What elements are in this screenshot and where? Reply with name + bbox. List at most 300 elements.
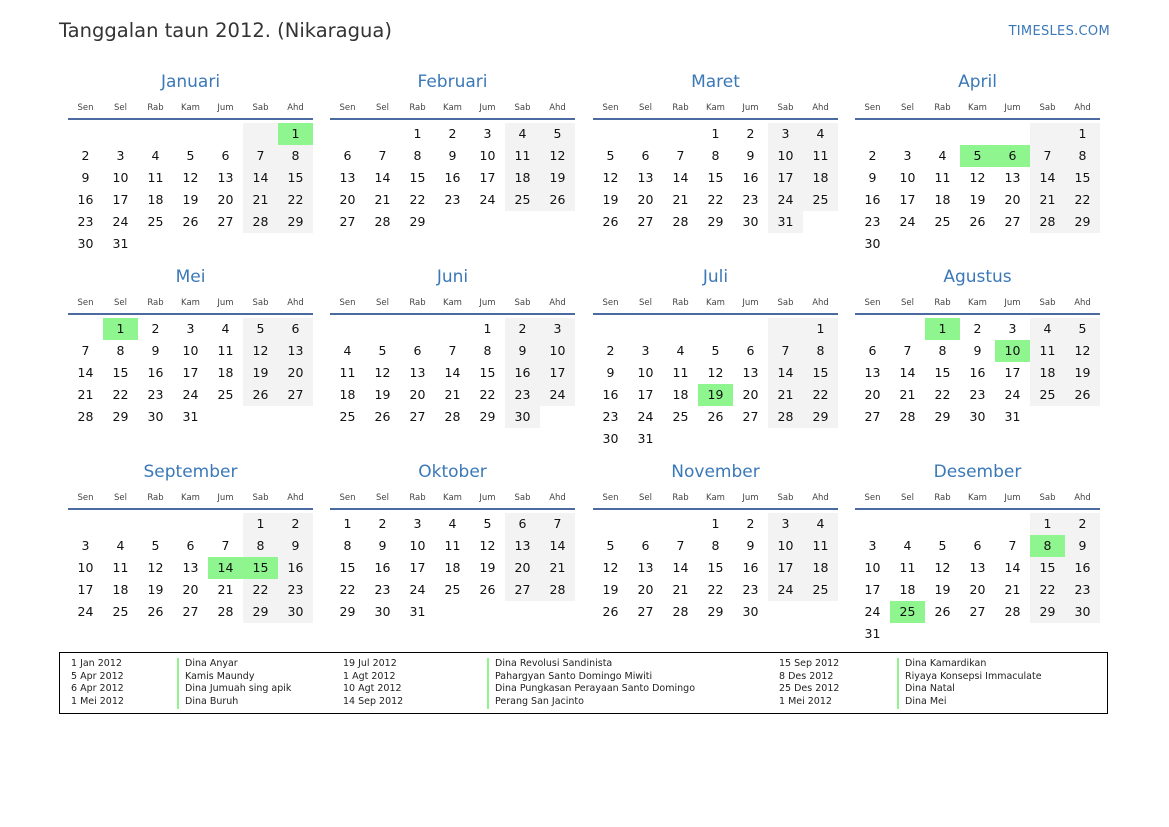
holiday-name: Dina Jumuah sing apik (177, 683, 291, 696)
day-cell: 17 (409, 560, 426, 575)
day-cell: 9 (278, 535, 313, 557)
day-cell: 14 (899, 365, 916, 380)
day-cell: 9 (868, 170, 877, 185)
weekday-label: Ahd (812, 103, 829, 113)
day-cell: 1 (711, 126, 720, 141)
day-cell: 21 (374, 192, 391, 207)
weekday-label: Kam (443, 103, 462, 113)
weekday-label: Jum (479, 298, 496, 308)
weekday-label: Rab (409, 298, 426, 308)
day-cell: 22 (243, 579, 278, 601)
weekday-header (330, 98, 575, 118)
day-cell: 26 (479, 582, 496, 597)
weekday-header (593, 98, 838, 118)
day-cell: 21 (77, 387, 94, 402)
day-cell: 17 (637, 387, 654, 402)
day-cell: 8 (711, 538, 720, 553)
weekday-label: Rab (147, 298, 164, 308)
day-cell: 26 (374, 409, 391, 424)
day-cell: 10 (637, 365, 654, 380)
month-name: Agustus (943, 267, 1012, 287)
weekday-label: Jum (1004, 298, 1021, 308)
day-empty (330, 123, 365, 145)
day-cell: 17 (479, 170, 496, 185)
holiday-name: Pahargyan Santo Domingo Miwiti (487, 671, 652, 684)
day-cell: 1 (343, 516, 352, 531)
day-cell: 4 (116, 538, 125, 553)
day-grid (68, 318, 313, 428)
day-cell: 17 (112, 192, 129, 207)
weekday-label: Sel (114, 298, 127, 308)
holiday-name: Dina Revolusi Sandinista (487, 658, 612, 671)
day-cell: 9 (81, 170, 90, 185)
day-cell: 21 (243, 189, 278, 211)
day-cell: 11 (899, 560, 916, 575)
day-cell: 2 (378, 516, 387, 531)
weekday-label: Sel (901, 103, 914, 113)
day-cell: 31 (112, 236, 129, 251)
day-cell: 13 (182, 560, 199, 575)
weekday-label: Sel (639, 493, 652, 503)
holiday-date: 1 Mei 2012 (779, 696, 832, 708)
holiday-date: 1 Agt 2012 (343, 670, 396, 682)
day-cell: 7 (676, 538, 685, 553)
day-cell: 30 (505, 406, 540, 428)
day-cell: 22 (409, 192, 426, 207)
day-cell: 26 (707, 409, 724, 424)
site-link[interactable]: TIMESLES.COM (1008, 24, 1110, 39)
day-cell: 21 (768, 384, 803, 406)
day-cell: 17 (182, 365, 199, 380)
day-cell: 6 (413, 343, 422, 358)
header-rule (593, 508, 838, 510)
day-cell: 3 (641, 343, 650, 358)
day-empty (208, 123, 243, 145)
day-cell: 20 (637, 192, 654, 207)
day-cell: 27 (637, 604, 654, 619)
day-cell: 26 (1065, 384, 1100, 406)
day-cell: 4 (343, 343, 352, 358)
day-cell: 5 (151, 538, 160, 553)
day-cell: 25 (803, 579, 838, 601)
day-cell: 7 (676, 148, 685, 163)
day-cell: 28 (1030, 211, 1065, 233)
day-cell: 25 (505, 189, 540, 211)
day-empty (663, 513, 698, 535)
day-cell: 18 (112, 582, 129, 597)
day-cell: 5 (186, 148, 195, 163)
day-cell: 5 (606, 538, 615, 553)
day-empty (733, 318, 768, 340)
day-cell: 14 (77, 365, 94, 380)
weekday-label: Ahd (1074, 493, 1091, 503)
holiday-date: 8 Des 2012 (779, 670, 834, 682)
month-maret (593, 72, 838, 233)
day-cell: 19 (479, 560, 496, 575)
day-cell: 20 (409, 387, 426, 402)
holiday-name: Dina Buruh (177, 696, 238, 709)
day-cell: 16 (742, 170, 759, 185)
day-cell: 7 (1008, 538, 1017, 553)
day-empty (925, 513, 960, 535)
day-cell: 29 (339, 604, 356, 619)
day-cell: 17 (768, 557, 803, 579)
day-cell: 29 (278, 211, 313, 233)
day-cell: 5 (540, 123, 575, 145)
day-empty (855, 123, 890, 145)
day-cell: 7 (243, 145, 278, 167)
day-empty (628, 318, 663, 340)
day-cell: 20 (637, 582, 654, 597)
day-cell: 3 (903, 148, 912, 163)
day-cell: 29 (1030, 601, 1065, 623)
day-cell: 16 (1065, 557, 1100, 579)
weekday-label: Rab (409, 103, 426, 113)
month-name: Desember (933, 462, 1022, 482)
month-name: September (143, 462, 238, 482)
day-cell: 30 (742, 604, 759, 619)
day-cell: 12 (934, 560, 951, 575)
day-cell: 5 (243, 318, 278, 340)
day-cell: 5 (606, 148, 615, 163)
day-cell-holiday: 10 (995, 340, 1030, 362)
holiday-date: 5 Apr 2012 (71, 670, 124, 682)
day-cell: 8 (413, 148, 422, 163)
day-cell: 25 (217, 387, 234, 402)
day-cell: 26 (147, 604, 164, 619)
day-empty (103, 513, 138, 535)
day-cell: 18 (803, 557, 838, 579)
day-cell: 12 (1065, 340, 1100, 362)
day-cell: 28 (899, 409, 916, 424)
day-cell: 27 (409, 409, 426, 424)
holiday-name: Kamis Maundy (177, 671, 254, 684)
day-cell: 20 (278, 362, 313, 384)
day-cell: 8 (243, 535, 278, 557)
day-cell: 19 (602, 192, 619, 207)
day-empty (68, 318, 103, 340)
day-cell: 4 (1030, 318, 1065, 340)
day-cell: 9 (746, 148, 755, 163)
day-cell: 31 (1004, 409, 1021, 424)
weekday-header (330, 293, 575, 313)
day-cell: 19 (374, 387, 391, 402)
day-empty (1030, 123, 1065, 145)
weekday-label: Ahd (549, 298, 566, 308)
day-cell: 25 (934, 214, 951, 229)
day-cell: 6 (221, 148, 230, 163)
day-cell: 4 (505, 123, 540, 145)
day-cell: 4 (448, 516, 457, 531)
day-cell: 3 (413, 516, 422, 531)
month-name: Juli (702, 267, 729, 287)
weekday-label: Sen (339, 298, 356, 308)
day-cell: 12 (707, 365, 724, 380)
day-empty (890, 513, 925, 535)
day-empty (400, 318, 435, 340)
day-cell: 12 (182, 170, 199, 185)
weekday-label: Ahd (549, 103, 566, 113)
day-empty (243, 123, 278, 145)
day-cell: 19 (602, 582, 619, 597)
day-cell: 3 (540, 318, 575, 340)
day-empty (925, 123, 960, 145)
day-cell: 13 (637, 560, 654, 575)
holiday-name: Dina Kamardikan (897, 658, 986, 671)
day-grid (593, 318, 838, 450)
weekday-label: Kam (181, 493, 200, 503)
holiday-name: Dina Anyar (177, 658, 238, 671)
day-empty (855, 513, 890, 535)
day-cell: 11 (112, 560, 129, 575)
day-cell-holiday: 5 (960, 145, 995, 167)
day-empty (138, 123, 173, 145)
day-cell: 20 (1004, 192, 1021, 207)
day-cell: 22 (278, 189, 313, 211)
weekday-label: Sab (514, 298, 531, 308)
day-empty (663, 318, 698, 340)
weekday-label: Kam (968, 493, 987, 503)
day-cell: 16 (278, 557, 313, 579)
holiday-name: Dina Pungkasan Perayaan Santo Domingo (487, 683, 695, 696)
day-cell: 3 (768, 513, 803, 535)
day-cell: 24 (77, 604, 94, 619)
day-cell: 5 (938, 538, 947, 553)
day-cell: 19 (969, 192, 986, 207)
header-rule (68, 118, 313, 120)
day-cell: 14 (768, 362, 803, 384)
day-cell: 12 (147, 560, 164, 575)
day-cell: 6 (505, 513, 540, 535)
month-name: Oktober (418, 462, 487, 482)
day-cell: 2 (606, 343, 615, 358)
day-cell: 30 (1065, 601, 1100, 623)
day-cell: 19 (243, 362, 278, 384)
day-cell: 31 (768, 211, 803, 233)
day-cell: 27 (969, 604, 986, 619)
day-cell: 14 (1030, 167, 1065, 189)
day-cell: 14 (1004, 560, 1021, 575)
weekday-header (855, 98, 1100, 118)
weekday-label: Sen (864, 298, 881, 308)
weekday-label: Jum (479, 493, 496, 503)
day-cell: 14 (374, 170, 391, 185)
weekday-label: Ahd (812, 298, 829, 308)
day-empty (663, 123, 698, 145)
day-empty (208, 513, 243, 535)
day-cell: 28 (1004, 604, 1021, 619)
day-cell: 2 (505, 318, 540, 340)
day-cell: 29 (409, 214, 426, 229)
day-cell: 30 (969, 409, 986, 424)
month-juli (593, 267, 838, 450)
weekday-label: Sab (777, 298, 794, 308)
weekday-label: Jum (217, 298, 234, 308)
holiday-legend (59, 652, 1108, 714)
day-cell: 11 (444, 538, 461, 553)
day-cell: 24 (540, 384, 575, 406)
day-empty (173, 123, 208, 145)
day-cell: 25 (672, 409, 689, 424)
day-cell: 8 (343, 538, 352, 553)
header-rule (855, 118, 1100, 120)
weekday-label: Jum (1004, 493, 1021, 503)
day-cell: 1 (803, 318, 838, 340)
weekday-label: Rab (934, 103, 951, 113)
day-cell: 11 (505, 145, 540, 167)
day-cell: 26 (243, 384, 278, 406)
day-cell: 22 (1030, 579, 1065, 601)
weekday-label: Sel (639, 103, 652, 113)
day-cell: 4 (938, 148, 947, 163)
weekday-label: Rab (147, 103, 164, 113)
day-cell: 6 (641, 148, 650, 163)
weekday-label: Sel (376, 103, 389, 113)
day-cell: 28 (672, 604, 689, 619)
day-cell: 14 (444, 365, 461, 380)
day-empty (173, 513, 208, 535)
weekday-label: Kam (181, 103, 200, 113)
holiday-name: Dina Mei (897, 696, 947, 709)
day-cell: 21 (540, 557, 575, 579)
day-cell: 2 (81, 148, 90, 163)
weekday-label: Sab (1039, 298, 1056, 308)
day-cell: 17 (540, 362, 575, 384)
day-cell: 20 (217, 192, 234, 207)
weekday-label: Kam (706, 493, 725, 503)
weekday-label: Jum (217, 103, 234, 113)
day-empty (890, 318, 925, 340)
day-cell: 29 (112, 409, 129, 424)
weekday-label: Ahd (287, 298, 304, 308)
day-cell: 14 (672, 560, 689, 575)
day-cell: 22 (934, 387, 951, 402)
day-cell: 21 (444, 387, 461, 402)
weekday-header (593, 293, 838, 313)
day-cell: 1 (483, 321, 492, 336)
day-cell: 4 (221, 321, 230, 336)
day-cell: 10 (899, 170, 916, 185)
day-cell: 19 (1065, 362, 1100, 384)
day-cell: 13 (637, 170, 654, 185)
weekday-label: Sel (901, 493, 914, 503)
day-cell: 27 (637, 214, 654, 229)
day-cell: 11 (803, 535, 838, 557)
weekday-label: Jum (217, 493, 234, 503)
day-cell: 31 (637, 431, 654, 446)
holiday-date: 10 Agt 2012 (343, 683, 402, 695)
day-cell: 12 (540, 145, 575, 167)
day-cell: 7 (378, 148, 387, 163)
day-cell: 15 (707, 170, 724, 185)
weekday-label: Rab (147, 493, 164, 503)
month-name: April (958, 72, 997, 92)
month-name: Januari (160, 72, 221, 92)
holiday-date: 19 Jul 2012 (343, 658, 397, 669)
day-cell: 6 (746, 343, 755, 358)
weekday-label: Kam (968, 103, 987, 113)
month-februari (330, 72, 575, 233)
day-cell: 9 (973, 343, 982, 358)
day-cell: 23 (278, 579, 313, 601)
day-cell: 18 (217, 365, 234, 380)
weekday-label: Jum (1004, 103, 1021, 113)
day-cell: 24 (768, 579, 803, 601)
day-cell: 9 (746, 538, 755, 553)
day-cell: 10 (768, 535, 803, 557)
weekday-label: Sen (77, 298, 94, 308)
day-cell: 5 (483, 516, 492, 531)
weekday-label: Ahd (549, 493, 566, 503)
day-cell: 24 (409, 582, 426, 597)
holiday-name: Perang San Jacinto (487, 696, 584, 709)
day-cell: 1 (1030, 513, 1065, 535)
day-cell: 7 (221, 538, 230, 553)
day-cell: 6 (641, 538, 650, 553)
page-title: Tanggalan taun 2012. (Nikaragua) (59, 19, 392, 42)
month-september (68, 462, 313, 623)
day-cell: 27 (505, 579, 540, 601)
day-cell: 20 (339, 192, 356, 207)
day-cell: 25 (339, 409, 356, 424)
day-cell: 31 (864, 626, 881, 641)
day-cell: 24 (899, 214, 916, 229)
day-cell: 3 (768, 123, 803, 145)
day-cell-holiday: 19 (698, 384, 733, 406)
day-cell: 29 (243, 601, 278, 623)
day-empty (365, 318, 400, 340)
weekday-label: Jum (742, 103, 759, 113)
day-cell: 17 (768, 167, 803, 189)
day-cell: 23 (742, 192, 759, 207)
weekday-label: Sel (376, 298, 389, 308)
month-november (593, 462, 838, 623)
weekday-label: Sen (77, 493, 94, 503)
weekday-header (593, 488, 838, 508)
header-rule (855, 508, 1100, 510)
day-cell: 20 (742, 387, 759, 402)
day-cell: 16 (505, 362, 540, 384)
day-cell: 29 (707, 604, 724, 619)
day-cell: 22 (112, 387, 129, 402)
day-cell: 29 (707, 214, 724, 229)
weekday-label: Sen (602, 103, 619, 113)
header-rule (593, 118, 838, 120)
day-cell: 12 (969, 170, 986, 185)
day-cell: 16 (969, 365, 986, 380)
day-cell: 18 (505, 167, 540, 189)
holiday-date: 1 Mei 2012 (71, 696, 124, 708)
day-cell: 22 (707, 192, 724, 207)
day-cell: 16 (602, 387, 619, 402)
day-cell: 18 (899, 582, 916, 597)
day-cell: 26 (934, 604, 951, 619)
day-cell: 23 (374, 582, 391, 597)
weekday-label: Sab (252, 493, 269, 503)
header-rule (68, 508, 313, 510)
day-cell: 3 (868, 538, 877, 553)
month-juni (330, 267, 575, 428)
day-cell: 12 (374, 365, 391, 380)
day-cell: 8 (711, 148, 720, 163)
day-cell: 25 (803, 189, 838, 211)
day-cell: 15 (803, 362, 838, 384)
day-cell: 2 (973, 321, 982, 336)
day-cell: 7 (540, 513, 575, 535)
day-cell: 10 (182, 343, 199, 358)
day-grid (593, 123, 838, 233)
day-cell: 13 (217, 170, 234, 185)
